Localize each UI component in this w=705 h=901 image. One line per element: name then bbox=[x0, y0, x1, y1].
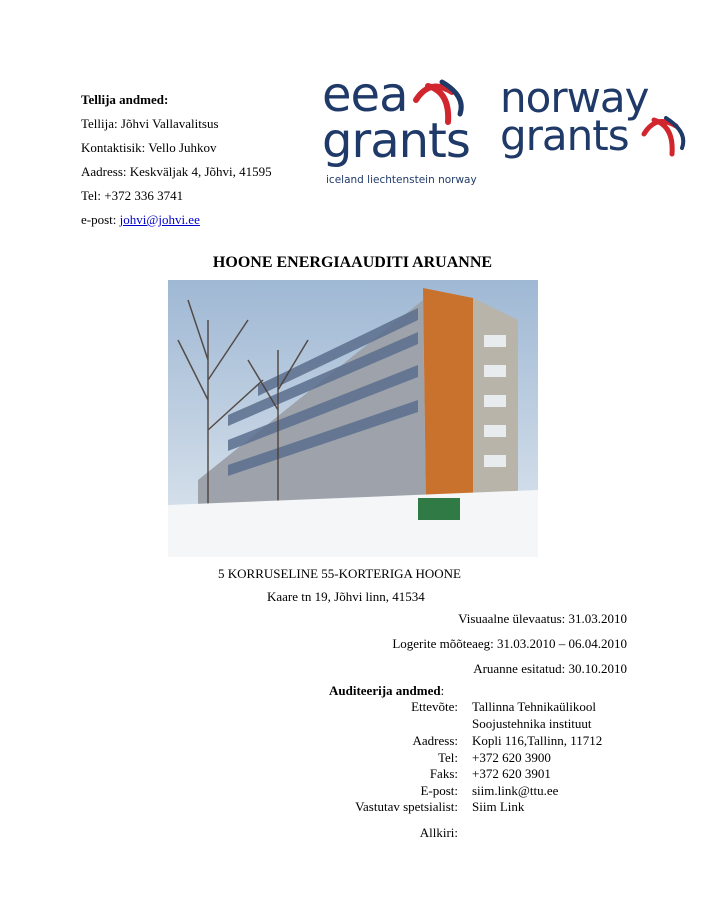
auditor-value: +372 620 3901 bbox=[472, 766, 551, 781]
client-heading: Tellija andmed: bbox=[81, 92, 169, 107]
eea-logo-line1: eea bbox=[322, 67, 408, 123]
auditor-value: Tallinna Tehnikaülikool bbox=[472, 699, 596, 714]
eea-logo-line2: grants bbox=[322, 113, 470, 169]
eea-swirl-icon bbox=[408, 72, 470, 134]
auditor-label: Aadress: bbox=[412, 733, 458, 748]
client-contact: Kontaktisik: Vello Juhkov bbox=[81, 140, 217, 155]
building-photo bbox=[168, 280, 538, 557]
auditor-label: Vastutav spetsialist: bbox=[355, 799, 458, 814]
auditor-value: Soojustehnika instituut bbox=[472, 716, 592, 731]
norway-logo-line2: grants bbox=[500, 111, 629, 160]
visual-inspection-date: Visuaalne ülevaatus: 31.03.2010 bbox=[458, 611, 627, 626]
auditor-label: Faks: bbox=[429, 766, 458, 781]
auditor-label: E-post: bbox=[420, 783, 458, 798]
auditor-label: Tel: bbox=[437, 750, 458, 765]
auditor-label: Allkiri: bbox=[419, 825, 458, 840]
client-email-line bbox=[81, 208, 272, 232]
norway-logo-line1: norway bbox=[500, 73, 649, 122]
auditor-label: Ettevõte: bbox=[411, 699, 458, 714]
auditor-value: Siim Link bbox=[472, 799, 525, 814]
auditor-value: Kopli 116,Tallinn, 11712 bbox=[472, 733, 603, 748]
client-email-label: e-post: bbox=[81, 212, 120, 227]
report-title: HOONE ENERGIAAUDITI ARUANNE bbox=[212, 254, 493, 271]
report-submitted-date: Aruanne esitatud: 30.10.2010 bbox=[473, 661, 627, 676]
logger-period: Logerite mõõteaeg: 31.03.2010 – 06.04.2010 bbox=[392, 636, 627, 651]
auditor-value: siim.link@ttu.ee bbox=[472, 783, 559, 798]
client-address: Aadress: Keskväljak 4, Jõhvi, 41595 bbox=[81, 164, 272, 179]
eea-logo-subtitle: iceland liechtenstein norway bbox=[326, 174, 477, 186]
client-phone: Tel: +372 336 3741 bbox=[81, 188, 184, 203]
auditor-heading: Auditeerija andmed: bbox=[329, 683, 445, 698]
client-email-link[interactable]: johvi@johvi.ee bbox=[119, 212, 200, 227]
auditor-value: +372 620 3900 bbox=[472, 750, 551, 765]
client-info bbox=[81, 88, 272, 232]
norway-swirl-icon bbox=[638, 110, 690, 166]
building-description: 5 KORRUSELINE 55-KORTERIGA HOONE bbox=[218, 566, 461, 581]
client-orderer: Tellija: Jõhvi Vallavalitsus bbox=[81, 116, 219, 131]
building-address: Kaare tn 19, Jõhvi linn, 41534 bbox=[267, 589, 425, 604]
